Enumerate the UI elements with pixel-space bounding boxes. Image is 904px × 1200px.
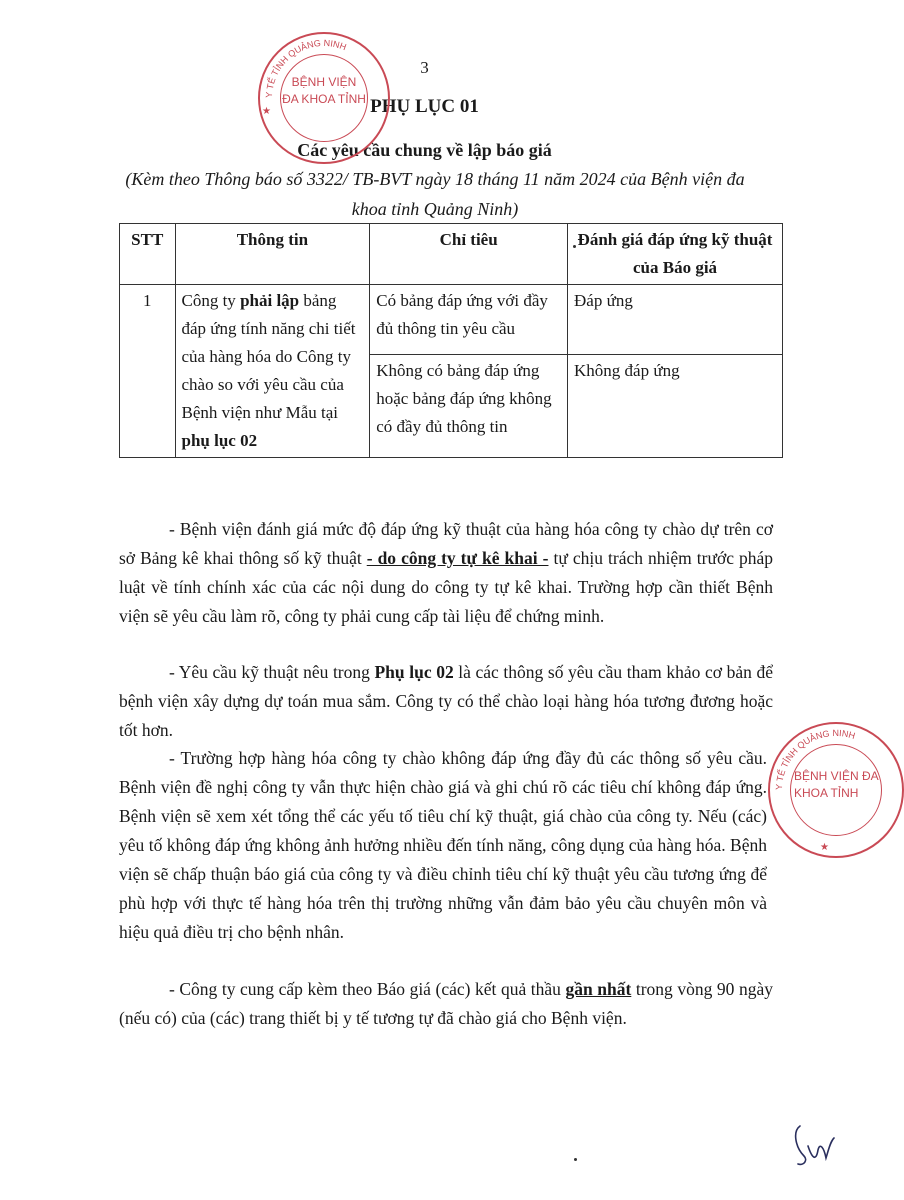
paragraph-2: - Yêu cầu kỹ thuật nêu trong Phụ lục 02 là các thông số yêu cầu tham khảo cơ bản để bệnh viện xây dựng dự toán mua sắm. Công ty có thể chào loại hàng hóa tương đương hoặc tốt hơn. [119, 662, 773, 740]
table-row [120, 285, 783, 355]
paragraph-3: - Trường hợp hàng hóa công ty chào không đáp ứng đầy đủ các thông số yêu cầu. Bệnh viện đề nghị công ty vẫn thực hiện chào giá và ghi chú rõ các tiêu chí không đáp ứng. Bệnh viện sẽ xem xét tổng thể các yếu tố tiêu chí kỹ thuật, giá chào của công ty. Nếu (các) yêu tố không đáp ứng không ảnh hưởng nhiều đến tính năng, công dụng của hàng hóa. Bệnh viện sẽ chấp thuận báo giá của công ty và điều chỉnh tiêu chí kỹ thuật yêu cầu tương ứng để phù hợp với thực tế hàng hóa trên thị trường những vẫn đảm bảo yêu cầu chuyên môn và hiệu quả điều trị cho bệnh nhân. [119, 748, 767, 942]
cell-criteria-1: Có bảng đáp ứng với đầy đủ thông tin yêu cầu [370, 285, 568, 355]
hospital-stamp-side [768, 722, 904, 858]
cell-evaluation-1: Đáp ứng [568, 285, 783, 355]
stamp-side-text: BỆNH VIỆN ĐA KHOA TỈNH [794, 769, 879, 800]
requirements-table [119, 223, 783, 458]
header-evaluation: Đánh giá đáp ứng kỹ thuật của Báo giá [568, 224, 783, 285]
document-title: PHỤ LỤC 01 [370, 96, 479, 117]
stamp-side-ring [770, 724, 902, 856]
page-number: 3 [420, 58, 429, 77]
star-icon: ★ [262, 106, 271, 117]
hospital-stamp-top [258, 32, 390, 164]
header-stt: STT [120, 224, 176, 285]
header-info: Thông tin [175, 224, 370, 285]
cell-info: Công ty phải lập bảng đáp ứng tính năng chi tiết của hàng hóa do Công ty chào so với yêu cầu của Bệnh viện như Mẫu tại phụ lục 02 [175, 285, 370, 458]
svg-text:Y TẾ TỈNH QUẢNG NINH: Y TẾ TỈNH QUẢNG NINH [263, 37, 348, 99]
scan-mark [573, 245, 576, 248]
paragraph-1: - Bệnh viện đánh giá mức độ đáp ứng kỹ thuật của hàng hóa công ty chào dự trên cơ sở Bảng kê khai thông số kỹ thuật - do công ty tự kê khai - tự chịu trách nhiệm trước pháp luật về tính chính xác của các nội dung do công ty tự kê khai. Trường hợp cần thiết Bệnh viện sẽ yêu cầu làm rõ, công ty phải cung cấp tài liệu để chứng minh. [119, 519, 774, 626]
header-criteria: Chỉ tiêu [370, 224, 568, 285]
document-note: (Kèm theo Thông báo số 3322/ TB-BVT ngày 18 tháng 11 năm 2024 của Bệnh viện đa khoa tỉnh Quảng Ninh) [125, 169, 745, 219]
table-header-row [120, 224, 783, 285]
cell-criteria-2: Không có bảng đáp ứng hoặc bảng đáp ứng không có đầy đủ thông tin [370, 355, 568, 458]
cell-stt: 1 [120, 285, 176, 458]
stamp-top-text: BỆNH VIỆN ĐA KHOA TỈNH [282, 75, 366, 106]
scan-mark [574, 1158, 577, 1161]
document-subtitle: Các yêu cầu chung về lập báo giá [297, 140, 552, 160]
cell-evaluation-2: Không đáp ứng [568, 355, 783, 458]
paragraph-4: - Công ty cung cấp kèm theo Báo giá (các) kết quả thầu gần nhất trong vòng 90 ngày (nếu có) của (các) trang thiết bị y tế tương tự đã chào giá cho Bệnh viện. [119, 979, 773, 1028]
stamp-top-ring [260, 34, 388, 162]
signature-initials [790, 1118, 838, 1170]
star-icon: ★ [820, 842, 829, 853]
svg-text:Y TẾ TỈNH QUẢNG NINH: Y TẾ TỈNH QUẢNG NINH [773, 727, 857, 791]
